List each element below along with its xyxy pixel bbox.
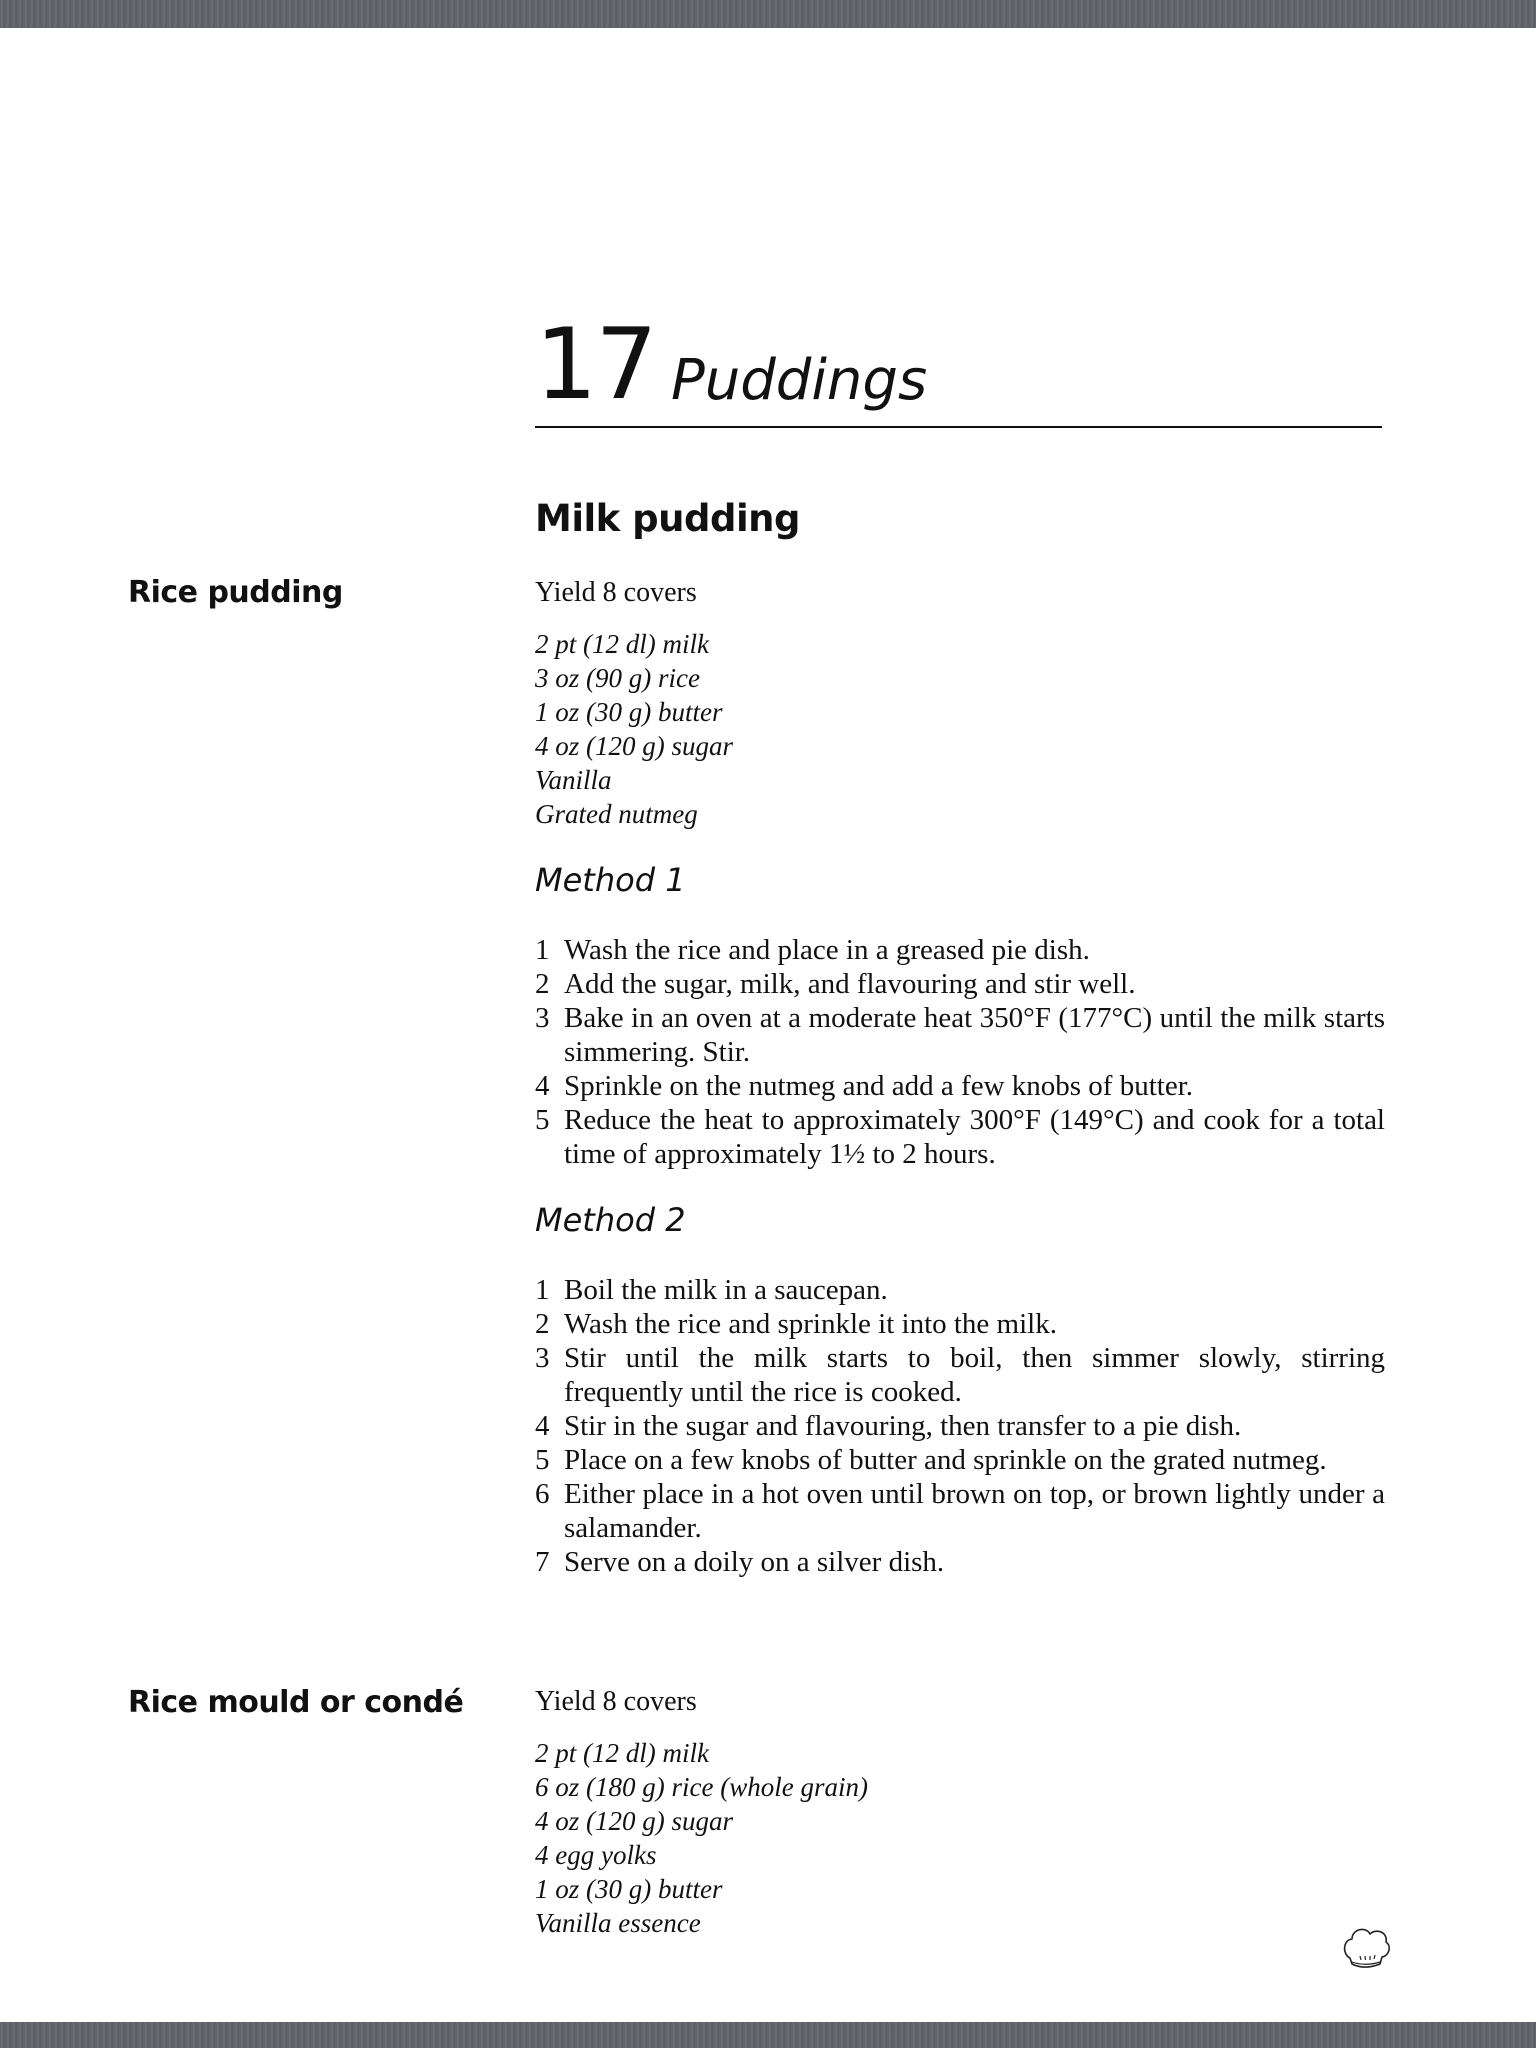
step-text: Bake in an oven at a moderate heat 350°F (177°C) until the milk starts simmering. Stir.: [564, 1002, 1385, 1068]
step-text: Sprinkle on the nutmeg and add a few knobs of butter.: [564, 1070, 1194, 1102]
section-heading: Milk pudding: [535, 497, 800, 540]
bottom-scanner-border: [0, 2022, 1536, 2048]
method-step: [535, 1341, 1385, 1409]
method-step: [535, 1069, 1385, 1103]
step-text: Boil the milk in a saucepan.: [564, 1274, 888, 1306]
step-number: 3: [535, 1342, 550, 1374]
step-number: 6: [535, 1478, 550, 1510]
method-step: [535, 967, 1385, 1001]
recipe-title-rice-mould: Rice mould or condé: [128, 1685, 464, 1720]
step-number: 1: [535, 1274, 550, 1306]
recipe-yield: Yield 8 covers: [535, 1686, 697, 1717]
step-number: 4: [535, 1410, 550, 1442]
chapter-number: 17: [535, 308, 656, 422]
step-text: Stir in the sugar and flavouring, then transfer to a pie dish.: [564, 1410, 1242, 1442]
step-text: Reduce the heat to approximately 300°F (149°C) and cook for a total time of approximately 1½ to 2 hours.: [564, 1104, 1385, 1170]
recipe-title-rice-pudding: Rice pudding: [128, 575, 343, 610]
step-text: Either place in a hot oven until brown on top, or brown lightly under a salamander.: [564, 1478, 1385, 1544]
step-text: Wash the rice and place in a greased pie dish.: [564, 934, 1090, 966]
method-heading: Method 2: [535, 1201, 686, 1239]
method-step: [535, 1477, 1385, 1545]
step-number: 1: [535, 934, 550, 966]
step-number: 5: [535, 1444, 550, 1476]
step-number: 2: [535, 968, 550, 1000]
ingredient-item: 2 pt (12 dl) milk: [535, 629, 709, 659]
step-text: Serve on a doily on a silver dish.: [564, 1546, 945, 1578]
top-scanner-border: [0, 0, 1536, 28]
method-step: [535, 1001, 1385, 1069]
method-steps: [535, 1273, 1385, 1579]
ingredient-item: 3 oz (90 g) rice: [535, 663, 700, 693]
ingredient-item: 2 pt (12 dl) milk: [535, 1738, 709, 1768]
chapter-header: [535, 310, 1382, 430]
chapter-divider: [535, 426, 1382, 428]
step-number: 3: [535, 1002, 550, 1034]
method-step: [535, 1409, 1385, 1443]
step-number: 2: [535, 1308, 550, 1340]
ingredient-item: Grated nutmeg: [535, 799, 698, 829]
method-steps: [535, 933, 1385, 1171]
step-text: Stir until the milk starts to boil, then simmer slowly, stirring frequently until the rice is cooked.: [564, 1342, 1385, 1408]
recipe-yield: Yield 8 covers: [535, 577, 697, 608]
method-heading: Method 1: [535, 861, 686, 899]
step-text: Wash the rice and sprinkle it into the milk.: [564, 1308, 1057, 1340]
step-text: Place on a few knobs of butter and sprinkle on the grated nutmeg.: [564, 1444, 1327, 1476]
ingredient-item: 4 oz (120 g) sugar: [535, 1806, 734, 1836]
ingredient-item: Vanilla essence: [535, 1908, 701, 1938]
step-number: 5: [535, 1104, 550, 1136]
method-step: [535, 1103, 1385, 1171]
method-step: [535, 1443, 1385, 1477]
chapter-title: Puddings: [671, 348, 928, 413]
ingredient-item: 6 oz (180 g) rice (whole grain): [535, 1772, 868, 1802]
ingredient-list: [535, 1736, 868, 1940]
method-step: [535, 1545, 1385, 1579]
step-number: 7: [535, 1546, 550, 1578]
ingredient-item: 4 oz (120 g) sugar: [535, 731, 734, 761]
method-step: [535, 1273, 1385, 1307]
ingredient-item: 4 egg yolks: [535, 1840, 657, 1870]
ingredient-item: 1 oz (30 g) butter: [535, 697, 723, 727]
method-step: [535, 933, 1385, 967]
step-number: 4: [535, 1070, 550, 1102]
ingredient-item: 1 oz (30 g) butter: [535, 1874, 723, 1904]
ingredient-item: Vanilla: [535, 765, 612, 795]
chef-hat-icon: [1340, 1922, 1392, 1972]
method-step: [535, 1307, 1385, 1341]
ingredient-list: [535, 627, 733, 831]
step-text: Add the sugar, milk, and flavouring and stir well.: [564, 968, 1136, 1000]
